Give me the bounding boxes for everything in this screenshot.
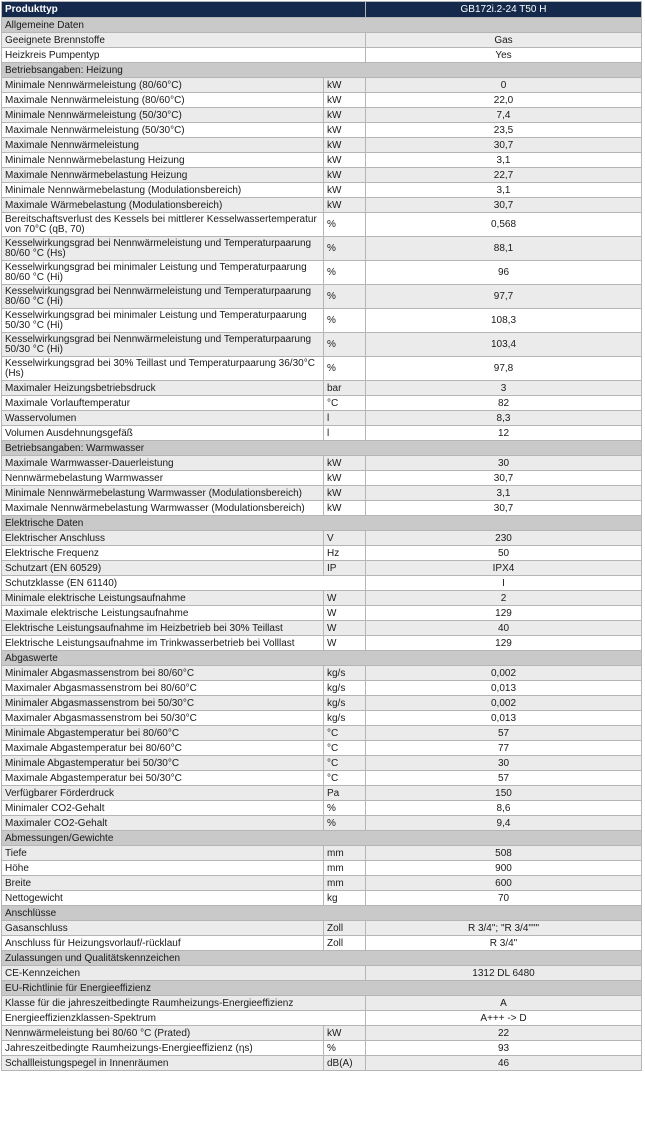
spec-label: Maximale Nennwärmeleistung bbox=[2, 138, 324, 153]
spec-row bbox=[2, 1026, 642, 1041]
spec-label: Anschluss für Heizungsvorlauf/-rücklauf bbox=[2, 936, 324, 951]
spec-label: Minimaler Abgasmassenstrom bei 80/60°C bbox=[2, 666, 324, 681]
spec-row bbox=[2, 333, 642, 357]
spec-value: 97,7 bbox=[366, 285, 642, 309]
spec-value: 150 bbox=[366, 786, 642, 801]
section-header-row bbox=[2, 831, 642, 846]
spec-row bbox=[2, 123, 642, 138]
spec-label: CE-Kennzeichen bbox=[2, 966, 366, 981]
spec-row bbox=[2, 138, 642, 153]
spec-label: Minimale elektrische Leistungsaufnahme bbox=[2, 591, 324, 606]
spec-label: Bereitschaftsverlust des Kessels bei mittlerer Kesselwassertemperatur von 70°C (qB, 70) bbox=[2, 213, 324, 237]
spec-value: 96 bbox=[366, 261, 642, 285]
spec-unit: mm bbox=[324, 861, 366, 876]
spec-unit: % bbox=[324, 285, 366, 309]
spec-value: A+++ -> D bbox=[366, 1011, 642, 1026]
section-title: Betriebsangaben: Warmwasser bbox=[2, 441, 642, 456]
spec-unit: °C bbox=[324, 756, 366, 771]
spec-value: I bbox=[366, 576, 642, 591]
spec-row bbox=[2, 183, 642, 198]
spec-label: Schutzart (EN 60529) bbox=[2, 561, 324, 576]
spec-label: Maximale Abgastemperatur bei 80/60°C bbox=[2, 741, 324, 756]
spec-row bbox=[2, 486, 642, 501]
spec-label: Volumen Ausdehnungsgefäß bbox=[2, 426, 324, 441]
spec-label: Minimaler Abgasmassenstrom bei 50/30°C bbox=[2, 696, 324, 711]
spec-unit: % bbox=[324, 309, 366, 333]
spec-label: Maximale Vorlauftemperatur bbox=[2, 396, 324, 411]
spec-value: 0,568 bbox=[366, 213, 642, 237]
spec-label: Maximale Abgastemperatur bei 50/30°C bbox=[2, 771, 324, 786]
spec-row bbox=[2, 48, 642, 63]
spec-value: 129 bbox=[366, 636, 642, 651]
spec-label: Maximaler CO2-Gehalt bbox=[2, 816, 324, 831]
spec-label: Maximale Nennwärmeleistung (50/30°C) bbox=[2, 123, 324, 138]
spec-row bbox=[2, 711, 642, 726]
spec-value: 0 bbox=[366, 78, 642, 93]
spec-label: Kesselwirkungsgrad bei minimaler Leistung und Temperaturpaarung 50/30 °C (Hi) bbox=[2, 309, 324, 333]
section-header-row bbox=[2, 516, 642, 531]
spec-row bbox=[2, 636, 642, 651]
spec-label: Höhe bbox=[2, 861, 324, 876]
spec-unit: kg/s bbox=[324, 666, 366, 681]
spec-value: 93 bbox=[366, 1041, 642, 1056]
spec-value: 88,1 bbox=[366, 237, 642, 261]
spec-row bbox=[2, 426, 642, 441]
spec-value: 40 bbox=[366, 621, 642, 636]
header-label: Produkttyp bbox=[2, 2, 366, 18]
spec-row bbox=[2, 198, 642, 213]
spec-unit: kW bbox=[324, 501, 366, 516]
spec-unit: kg bbox=[324, 891, 366, 906]
spec-value: 77 bbox=[366, 741, 642, 756]
spec-value: 22,0 bbox=[366, 93, 642, 108]
spec-unit: mm bbox=[324, 846, 366, 861]
spec-value: 22 bbox=[366, 1026, 642, 1041]
spec-label: Minimaler CO2-Gehalt bbox=[2, 801, 324, 816]
spec-label: Jahreszeitbedingte Raumheizungs-Energieeffizienz (ηs) bbox=[2, 1041, 324, 1056]
spec-value: 30,7 bbox=[366, 138, 642, 153]
spec-value: 50 bbox=[366, 546, 642, 561]
spec-label: Nennwärmebelastung Warmwasser bbox=[2, 471, 324, 486]
spec-unit: Pa bbox=[324, 786, 366, 801]
spec-row bbox=[2, 861, 642, 876]
spec-unit: % bbox=[324, 261, 366, 285]
spec-label: Minimale Nennwärmebelastung Warmwasser (Modulationsbereich) bbox=[2, 486, 324, 501]
spec-label: Kesselwirkungsgrad bei 30% Teillast und Temperaturpaarung 36/30°C (Hs) bbox=[2, 357, 324, 381]
spec-label: Geeignete Brennstoffe bbox=[2, 33, 366, 48]
spec-row bbox=[2, 666, 642, 681]
spec-label: Maximale Nennwärmebelastung Warmwasser (Modulationsbereich) bbox=[2, 501, 324, 516]
spec-unit: kW bbox=[324, 198, 366, 213]
spec-label: Elektrischer Anschluss bbox=[2, 531, 324, 546]
spec-label: Heizkreis Pumpentyp bbox=[2, 48, 366, 63]
spec-row bbox=[2, 921, 642, 936]
spec-row bbox=[2, 606, 642, 621]
spec-value: Gas bbox=[366, 33, 642, 48]
spec-value: 57 bbox=[366, 726, 642, 741]
section-title: EU-Richtlinie für Energieeffizienz bbox=[2, 981, 642, 996]
spec-label: Nennwärmeleistung bei 80/60 °C (Prated) bbox=[2, 1026, 324, 1041]
spec-label: Nettogewicht bbox=[2, 891, 324, 906]
spec-row bbox=[2, 681, 642, 696]
spec-unit: l bbox=[324, 426, 366, 441]
spec-table bbox=[1, 1, 642, 1071]
spec-value: 8,6 bbox=[366, 801, 642, 816]
section-title: Anschlüsse bbox=[2, 906, 642, 921]
spec-unit: kW bbox=[324, 93, 366, 108]
section-title: Zulassungen und Qualitätskennzeichen bbox=[2, 951, 642, 966]
spec-value: Yes bbox=[366, 48, 642, 63]
section-header-row bbox=[2, 651, 642, 666]
spec-unit: Zoll bbox=[324, 936, 366, 951]
spec-row bbox=[2, 1041, 642, 1056]
spec-value: R 3/4"; "R 3/4""" bbox=[366, 921, 642, 936]
spec-row bbox=[2, 531, 642, 546]
spec-value: 0,002 bbox=[366, 696, 642, 711]
spec-label: Minimale Nennwärmeleistung (50/30°C) bbox=[2, 108, 324, 123]
spec-label: Wasservolumen bbox=[2, 411, 324, 426]
spec-label: Klasse für die jahreszeitbedingte Raumheizungs-Energieeffizienz bbox=[2, 996, 366, 1011]
spec-label: Minimale Nennwärmebelastung (Modulationsbereich) bbox=[2, 183, 324, 198]
spec-row bbox=[2, 108, 642, 123]
spec-value: 22,7 bbox=[366, 168, 642, 183]
spec-row bbox=[2, 396, 642, 411]
spec-value: 57 bbox=[366, 771, 642, 786]
spec-value: R 3/4" bbox=[366, 936, 642, 951]
spec-row bbox=[2, 621, 642, 636]
spec-label: Schallleistungspegel in Innenräumen bbox=[2, 1056, 324, 1071]
spec-row bbox=[2, 33, 642, 48]
spec-value: 0,002 bbox=[366, 666, 642, 681]
spec-unit: kW bbox=[324, 456, 366, 471]
spec-label: Elektrische Leistungsaufnahme im Trinkwasserbetrieb bei Volllast bbox=[2, 636, 324, 651]
section-header-row bbox=[2, 951, 642, 966]
spec-value: 3,1 bbox=[366, 183, 642, 198]
spec-row bbox=[2, 936, 642, 951]
section-title: Elektrische Daten bbox=[2, 516, 642, 531]
section-header-row bbox=[2, 441, 642, 456]
spec-label: Verfügbarer Förderdruck bbox=[2, 786, 324, 801]
spec-label: Kesselwirkungsgrad bei Nennwärmeleistung und Temperaturpaarung 80/60 °C (Hs) bbox=[2, 237, 324, 261]
spec-label: Maximaler Abgasmassenstrom bei 80/60°C bbox=[2, 681, 324, 696]
spec-row bbox=[2, 237, 642, 261]
spec-value: 46 bbox=[366, 1056, 642, 1071]
spec-label: Kesselwirkungsgrad bei Nennwärmeleistung und Temperaturpaarung 80/60 °C (Hi) bbox=[2, 285, 324, 309]
header-product-value: GB172i.2-24 T50 H bbox=[366, 2, 642, 18]
spec-unit: kW bbox=[324, 138, 366, 153]
spec-label: Maximale Wärmebelastung (Modulationsbereich) bbox=[2, 198, 324, 213]
spec-value: 1312 DL 6480 bbox=[366, 966, 642, 981]
spec-value: IPX4 bbox=[366, 561, 642, 576]
spec-value: 900 bbox=[366, 861, 642, 876]
spec-row bbox=[2, 213, 642, 237]
spec-unit: °C bbox=[324, 771, 366, 786]
spec-unit: l bbox=[324, 411, 366, 426]
spec-row bbox=[2, 153, 642, 168]
section-title: Abmessungen/Gewichte bbox=[2, 831, 642, 846]
spec-label: Maximaler Abgasmassenstrom bei 50/30°C bbox=[2, 711, 324, 726]
spec-row bbox=[2, 93, 642, 108]
spec-unit: W bbox=[324, 606, 366, 621]
spec-value: 7,4 bbox=[366, 108, 642, 123]
spec-row bbox=[2, 261, 642, 285]
spec-value: 3,1 bbox=[366, 486, 642, 501]
spec-row bbox=[2, 1056, 642, 1071]
section-header-row bbox=[2, 63, 642, 78]
spec-row bbox=[2, 966, 642, 981]
section-header-row bbox=[2, 981, 642, 996]
spec-row bbox=[2, 501, 642, 516]
spec-label: Maximaler Heizungsbetriebsdruck bbox=[2, 381, 324, 396]
spec-unit: kW bbox=[324, 153, 366, 168]
spec-label: Schutzklasse (EN 61140) bbox=[2, 576, 366, 591]
spec-unit: V bbox=[324, 531, 366, 546]
spec-label: Energieeffizienzklassen-Spektrum bbox=[2, 1011, 366, 1026]
spec-label: Tiefe bbox=[2, 846, 324, 861]
spec-unit: kW bbox=[324, 168, 366, 183]
spec-unit: kW bbox=[324, 486, 366, 501]
spec-row bbox=[2, 726, 642, 741]
spec-value: 12 bbox=[366, 426, 642, 441]
spec-row bbox=[2, 996, 642, 1011]
spec-row bbox=[2, 801, 642, 816]
spec-unit: kg/s bbox=[324, 681, 366, 696]
spec-label: Maximale elektrische Leistungsaufnahme bbox=[2, 606, 324, 621]
spec-label: Breite bbox=[2, 876, 324, 891]
spec-unit: kW bbox=[324, 1026, 366, 1041]
spec-unit: % bbox=[324, 333, 366, 357]
spec-label: Maximale Nennwärmebelastung Heizung bbox=[2, 168, 324, 183]
spec-unit: kg/s bbox=[324, 711, 366, 726]
spec-label: Minimale Nennwärmebelastung Heizung bbox=[2, 153, 324, 168]
spec-value: 0,013 bbox=[366, 681, 642, 696]
spec-value: A bbox=[366, 996, 642, 1011]
spec-row bbox=[2, 846, 642, 861]
spec-row bbox=[2, 309, 642, 333]
spec-unit: kW bbox=[324, 78, 366, 93]
spec-unit: % bbox=[324, 816, 366, 831]
spec-value: 97,8 bbox=[366, 357, 642, 381]
spec-unit: kW bbox=[324, 123, 366, 138]
spec-value: 30,7 bbox=[366, 198, 642, 213]
spec-label: Minimale Abgastemperatur bei 80/60°C bbox=[2, 726, 324, 741]
spec-unit: W bbox=[324, 636, 366, 651]
spec-value: 230 bbox=[366, 531, 642, 546]
spec-row bbox=[2, 357, 642, 381]
spec-row bbox=[2, 771, 642, 786]
spec-table-body bbox=[2, 2, 642, 1071]
spec-label: Gasanschluss bbox=[2, 921, 324, 936]
spec-value: 2 bbox=[366, 591, 642, 606]
spec-value: 600 bbox=[366, 876, 642, 891]
spec-row bbox=[2, 876, 642, 891]
spec-row bbox=[2, 591, 642, 606]
spec-value: 0,013 bbox=[366, 711, 642, 726]
spec-label: Minimale Nennwärmeleistung (80/60°C) bbox=[2, 78, 324, 93]
spec-value: 30,7 bbox=[366, 471, 642, 486]
spec-unit: °C bbox=[324, 741, 366, 756]
spec-value: 30 bbox=[366, 456, 642, 471]
spec-row bbox=[2, 1011, 642, 1026]
spec-value: 30,7 bbox=[366, 501, 642, 516]
spec-value: 30 bbox=[366, 756, 642, 771]
section-header-row bbox=[2, 18, 642, 33]
spec-label: Minimale Abgastemperatur bei 50/30°C bbox=[2, 756, 324, 771]
spec-value: 70 bbox=[366, 891, 642, 906]
spec-unit: % bbox=[324, 237, 366, 261]
spec-row bbox=[2, 546, 642, 561]
spec-value: 508 bbox=[366, 846, 642, 861]
spec-label: Maximale Warmwasser-Dauerleistung bbox=[2, 456, 324, 471]
spec-unit: % bbox=[324, 357, 366, 381]
spec-unit: °C bbox=[324, 396, 366, 411]
spec-row bbox=[2, 471, 642, 486]
spec-label: Maximale Nennwärmeleistung (80/60°C) bbox=[2, 93, 324, 108]
spec-unit: IP bbox=[324, 561, 366, 576]
spec-row bbox=[2, 891, 642, 906]
spec-row bbox=[2, 786, 642, 801]
spec-row bbox=[2, 576, 642, 591]
spec-unit: bar bbox=[324, 381, 366, 396]
spec-unit: kg/s bbox=[324, 696, 366, 711]
section-title: Betriebsangaben: Heizung bbox=[2, 63, 642, 78]
spec-unit: % bbox=[324, 801, 366, 816]
spec-row bbox=[2, 456, 642, 471]
spec-value: 9,4 bbox=[366, 816, 642, 831]
spec-row bbox=[2, 168, 642, 183]
spec-row bbox=[2, 381, 642, 396]
spec-value: 129 bbox=[366, 606, 642, 621]
spec-unit: mm bbox=[324, 876, 366, 891]
spec-row bbox=[2, 756, 642, 771]
spec-row bbox=[2, 78, 642, 93]
header-row bbox=[2, 2, 642, 18]
spec-unit: % bbox=[324, 213, 366, 237]
spec-unit: W bbox=[324, 621, 366, 636]
spec-unit: kW bbox=[324, 183, 366, 198]
spec-label: Elektrische Frequenz bbox=[2, 546, 324, 561]
spec-unit: Hz bbox=[324, 546, 366, 561]
spec-row bbox=[2, 741, 642, 756]
spec-row bbox=[2, 411, 642, 426]
spec-unit: W bbox=[324, 591, 366, 606]
spec-value: 23,5 bbox=[366, 123, 642, 138]
spec-row bbox=[2, 561, 642, 576]
spec-unit: dB(A) bbox=[324, 1056, 366, 1071]
spec-value: 103,4 bbox=[366, 333, 642, 357]
spec-value: 8,3 bbox=[366, 411, 642, 426]
section-header-row bbox=[2, 906, 642, 921]
spec-value: 82 bbox=[366, 396, 642, 411]
spec-unit: % bbox=[324, 1041, 366, 1056]
spec-value: 3 bbox=[366, 381, 642, 396]
spec-row bbox=[2, 816, 642, 831]
spec-row bbox=[2, 696, 642, 711]
spec-value: 3,1 bbox=[366, 153, 642, 168]
section-title: Allgemeine Daten bbox=[2, 18, 642, 33]
section-title: Abgaswerte bbox=[2, 651, 642, 666]
spec-label: Kesselwirkungsgrad bei Nennwärmeleistung und Temperaturpaarung 50/30 °C (Hi) bbox=[2, 333, 324, 357]
spec-label: Elektrische Leistungsaufnahme im Heizbetrieb bei 30% Teillast bbox=[2, 621, 324, 636]
spec-label: Kesselwirkungsgrad bei minimaler Leistung und Temperaturpaarung 80/60 °C (Hi) bbox=[2, 261, 324, 285]
spec-unit: °C bbox=[324, 726, 366, 741]
spec-row bbox=[2, 285, 642, 309]
spec-unit: kW bbox=[324, 108, 366, 123]
spec-value: 108,3 bbox=[366, 309, 642, 333]
spec-unit: Zoll bbox=[324, 921, 366, 936]
spec-unit: kW bbox=[324, 471, 366, 486]
